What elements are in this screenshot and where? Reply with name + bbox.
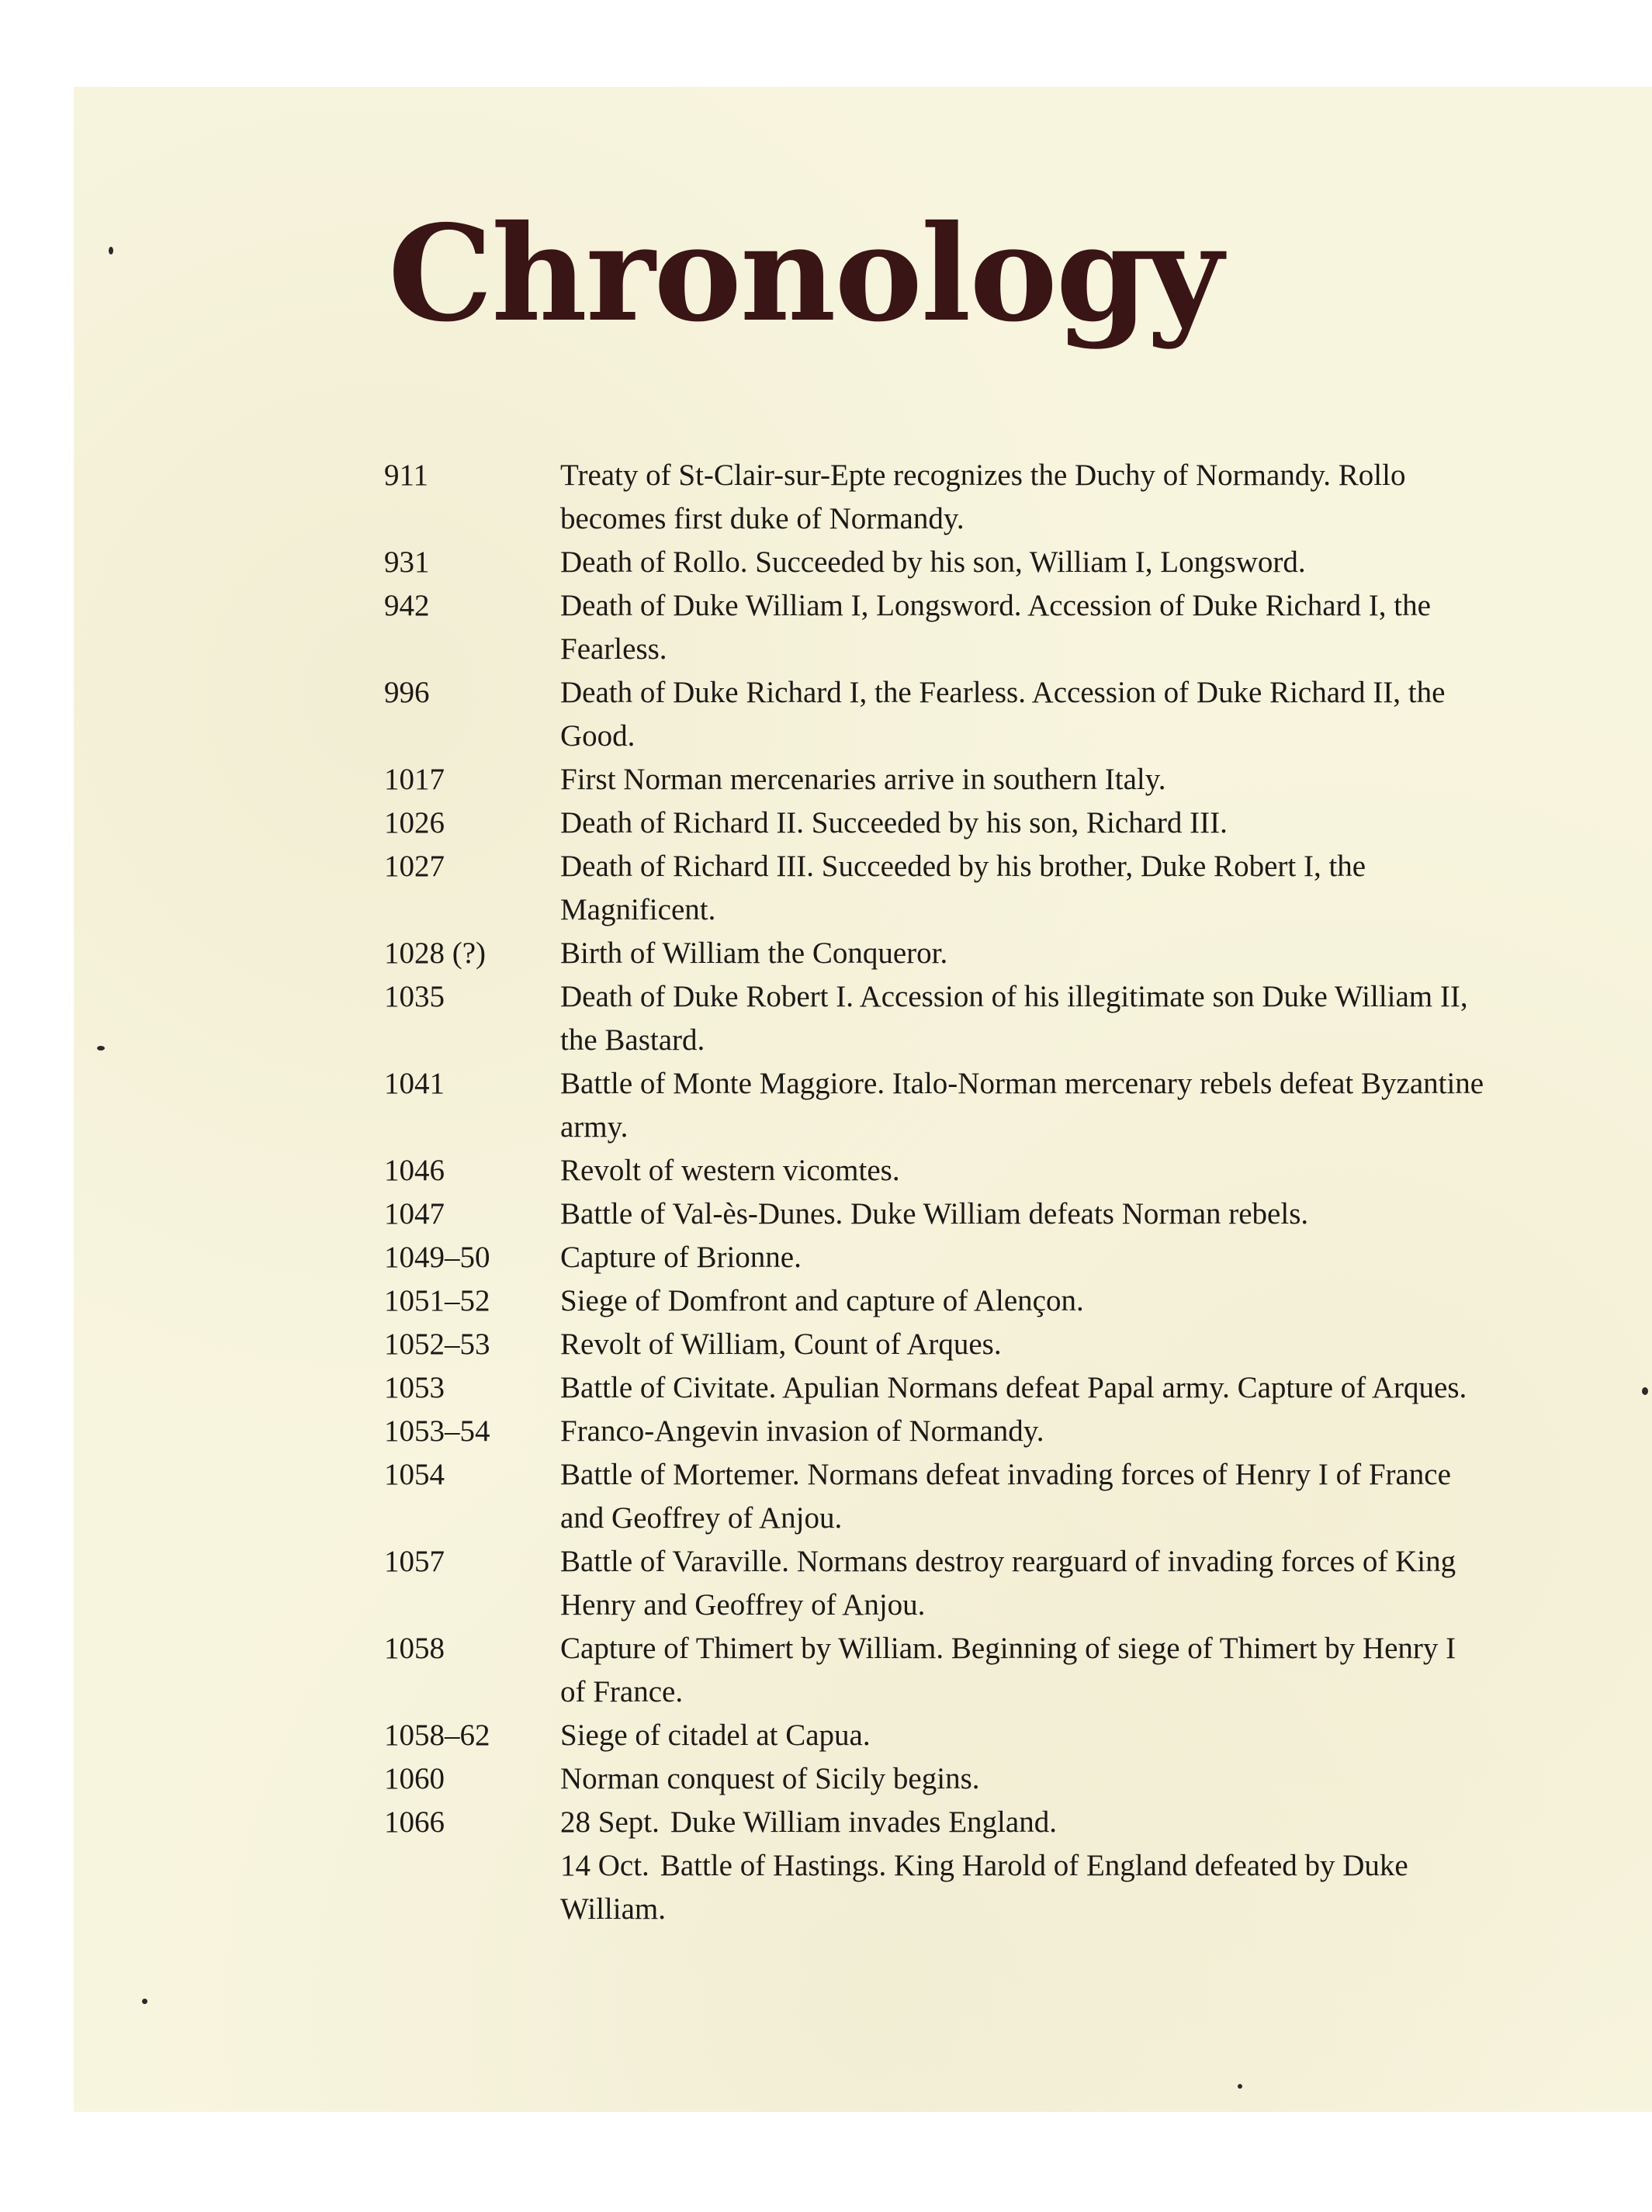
entry-year: 1047 (384, 1197, 445, 1231)
entry-year: 1046 (384, 1154, 445, 1187)
chronology-entry (384, 584, 1486, 671)
entry-event: Norman conquest of Sicily begins. (560, 1762, 980, 1795)
entry-year: 1058–62 (384, 1719, 490, 1752)
entry-year: 1028 (?) (384, 936, 487, 970)
chronology-entry (384, 1627, 1486, 1714)
chronology-entry (384, 671, 1486, 758)
entry-event: Death of Rollo. Succeeded by his son, William I, Longsword. (560, 545, 1306, 579)
scan-speck (97, 1046, 105, 1051)
entry-year: 1049–50 (384, 1241, 490, 1274)
entry-event: Battle of Civitate. Apulian Normans defeat Papal army. Capture of Arques. (560, 1371, 1467, 1404)
entry-event: Death of Richard II. Succeeded by his son, Richard III. (560, 806, 1228, 839)
chronology-entry (384, 845, 1486, 932)
chronology-entry (384, 1193, 1486, 1236)
entry-event: Franco-Angevin invasion of Normandy. (560, 1414, 1044, 1448)
event-text: Duke William invades England. (670, 1805, 1057, 1839)
scan-speck (1238, 2084, 1242, 2089)
chronology-entry (384, 758, 1486, 801)
chronology-list (384, 454, 1486, 1931)
chronology-entry (384, 1714, 1486, 1757)
chronology-entry (384, 1757, 1486, 1801)
chronology-entry (384, 932, 1486, 975)
entry-year: 1017 (384, 763, 445, 796)
entry-year: 942 (384, 589, 430, 622)
entry-event: Battle of Val-ès-Dunes. Duke William defeats Norman rebels. (560, 1197, 1309, 1231)
entry-event: Siege of Domfront and capture of Alençon. (560, 1284, 1084, 1317)
scan-speck (1642, 1387, 1648, 1395)
entry-event: Death of Duke Robert I. Accession of his illegitimate son Duke William II, the Bastard. (560, 980, 1468, 1057)
chronology-entry (384, 1366, 1486, 1410)
scan-speck (109, 247, 113, 254)
entry-year: 1026 (384, 806, 445, 839)
chronology-entry (384, 1323, 1486, 1366)
event-date: 14 Oct. (560, 1849, 649, 1882)
entry-year: 1041 (384, 1067, 445, 1100)
entry-event: Death of Duke Richard I, the Fearless. Accession of Duke Richard II, the Good. (560, 676, 1446, 753)
chronology-entry (384, 1236, 1486, 1279)
entry-event: Treaty of St-Clair-sur-Epte recognizes the Duchy of Normandy. Rollo becomes first duke of Normandy. (560, 459, 1406, 535)
entry-event: Battle of Mortemer. Normans defeat invading forces of Henry I of France and Geoffrey of Anjou. (560, 1458, 1451, 1535)
entry-year: 1057 (384, 1545, 445, 1578)
entry-event: Battle of Varaville. Normans destroy rearguard of invading forces of King Henry and Geoffrey of Anjou. (560, 1545, 1456, 1622)
entry-year: 931 (384, 545, 430, 579)
dated-event (560, 1801, 1486, 1844)
entry-year: 911 (384, 459, 429, 492)
chronology-entry (384, 975, 1486, 1062)
chronology-entry (384, 1540, 1486, 1627)
chronology-entry (384, 454, 1486, 541)
entry-year: 1051–52 (384, 1284, 490, 1317)
entry-event: Battle of Monte Maggiore. Italo-Norman mercenary rebels defeat Byzantine army. (560, 1067, 1484, 1144)
event-text: Battle of Hastings. King Harold of England defeated by Duke William. (560, 1849, 1408, 1926)
entry-event: Death of Duke William I, Longsword. Accession of Duke Richard I, the Fearless. (560, 589, 1431, 666)
entry-event: Revolt of western vicomtes. (560, 1154, 900, 1187)
entry-year: 1052–53 (384, 1328, 490, 1361)
chronology-entry (384, 1453, 1486, 1540)
entry-event: Death of Richard III. Succeeded by his brother, Duke Robert I, the Magnificent. (560, 850, 1366, 926)
chronology-entry-1066 (384, 1801, 1486, 1931)
scan-speck (142, 1999, 147, 2004)
entry-event: Revolt of William, Count of Arques. (560, 1328, 1002, 1361)
entry-year: 1053 (384, 1371, 445, 1404)
chronology-entry (384, 1410, 1486, 1453)
chronology-entry (384, 801, 1486, 845)
entry-event: Capture of Thimert by William. Beginning of siege of Thimert by Henry I of France. (560, 1632, 1456, 1708)
entry-year: 1058 (384, 1632, 445, 1665)
entry-year: 1060 (384, 1762, 445, 1795)
entry-year: 1053–54 (384, 1414, 490, 1448)
entry-year: 1035 (384, 980, 445, 1013)
chronology-entry (384, 1149, 1486, 1193)
entry-year: 996 (384, 676, 430, 709)
page-title: Chronology (388, 196, 1222, 351)
chronology-entry (384, 1279, 1486, 1323)
dated-event (560, 1844, 1486, 1931)
entry-event: Siege of citadel at Capua. (560, 1719, 871, 1752)
event-date: 28 Sept. (560, 1805, 660, 1839)
entry-year: 1054 (384, 1458, 445, 1491)
entry-event: Capture of Brionne. (560, 1241, 802, 1274)
chronology-entry (384, 1062, 1486, 1149)
chronology-entry (384, 541, 1486, 584)
entry-event: Birth of William the Conqueror. (560, 936, 948, 970)
entry-year: 1027 (384, 850, 445, 883)
entry-event-group (560, 1801, 1486, 1931)
entry-event: First Norman mercenaries arrive in southern Italy. (560, 763, 1166, 796)
entry-year: 1066 (384, 1805, 445, 1839)
